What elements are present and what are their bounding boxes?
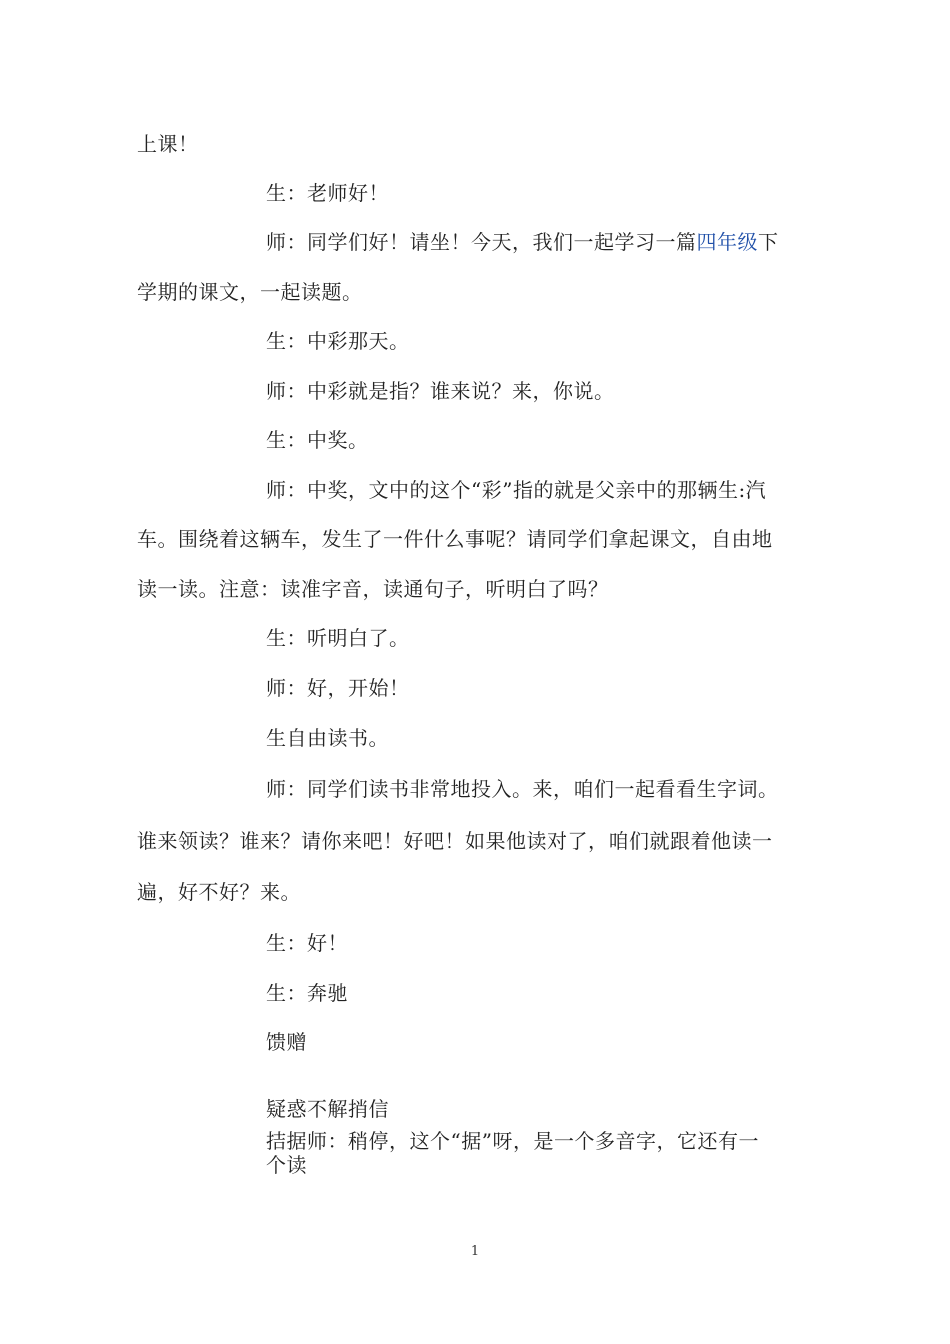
text-line: 生：中彩那天。 xyxy=(266,329,410,353)
text-line xyxy=(266,228,779,256)
text-line: 生：老师好！ xyxy=(266,181,389,205)
text-line: 生自由读书。 xyxy=(266,726,389,750)
text-line: 遍，好不好？来。 xyxy=(137,880,301,904)
text-line: 读一读。注意：读准字音，读通句子，听明白了吗？ xyxy=(137,577,609,601)
text-line: 学期的课文，一起读题。 xyxy=(137,280,363,304)
text-segment: 下 xyxy=(758,230,779,254)
text-line: 师：中彩就是指？谁来说？来，你说。 xyxy=(266,379,615,403)
text-line: 谁来领读？谁来？请你来吧！好吧！如果他读对了，咱们就跟着他读一 xyxy=(137,829,773,853)
text-line: 师：同学们读书非常地投入。来，咱们一起看看生字词。 xyxy=(266,777,779,801)
text-line: 馈赠 xyxy=(266,1030,307,1054)
text-line: 个读 xyxy=(266,1153,307,1177)
text-line: 拮据师：稍停，这个“据”呀，是一个多音字，它还有一 xyxy=(266,1129,759,1153)
text-line: 师：好，开始！ xyxy=(266,676,410,700)
text-line: 生：奔驰 xyxy=(266,981,348,1005)
text-line: 生：中奖。 xyxy=(266,428,369,452)
text-line: 疑惑不解捎信 xyxy=(266,1097,389,1121)
text-line: 生：好！ xyxy=(266,931,348,955)
text-line: 车。围绕着这辆车，发生了一件什么事呢？请同学们拿起课文，自由地 xyxy=(137,527,773,551)
grade-link[interactable]: 四年级 xyxy=(696,230,758,254)
text-segment: 师：同学们好！请坐！今天，我们一起学习一篇 xyxy=(266,230,697,254)
text-line: 师：中奖，文中的这个“彩”指的就是父亲中的那辆生:汽 xyxy=(266,478,767,502)
page-number: 1 xyxy=(470,1244,480,1259)
text-line: 上课！ xyxy=(137,132,199,156)
text-line: 生：听明白了。 xyxy=(266,626,410,650)
